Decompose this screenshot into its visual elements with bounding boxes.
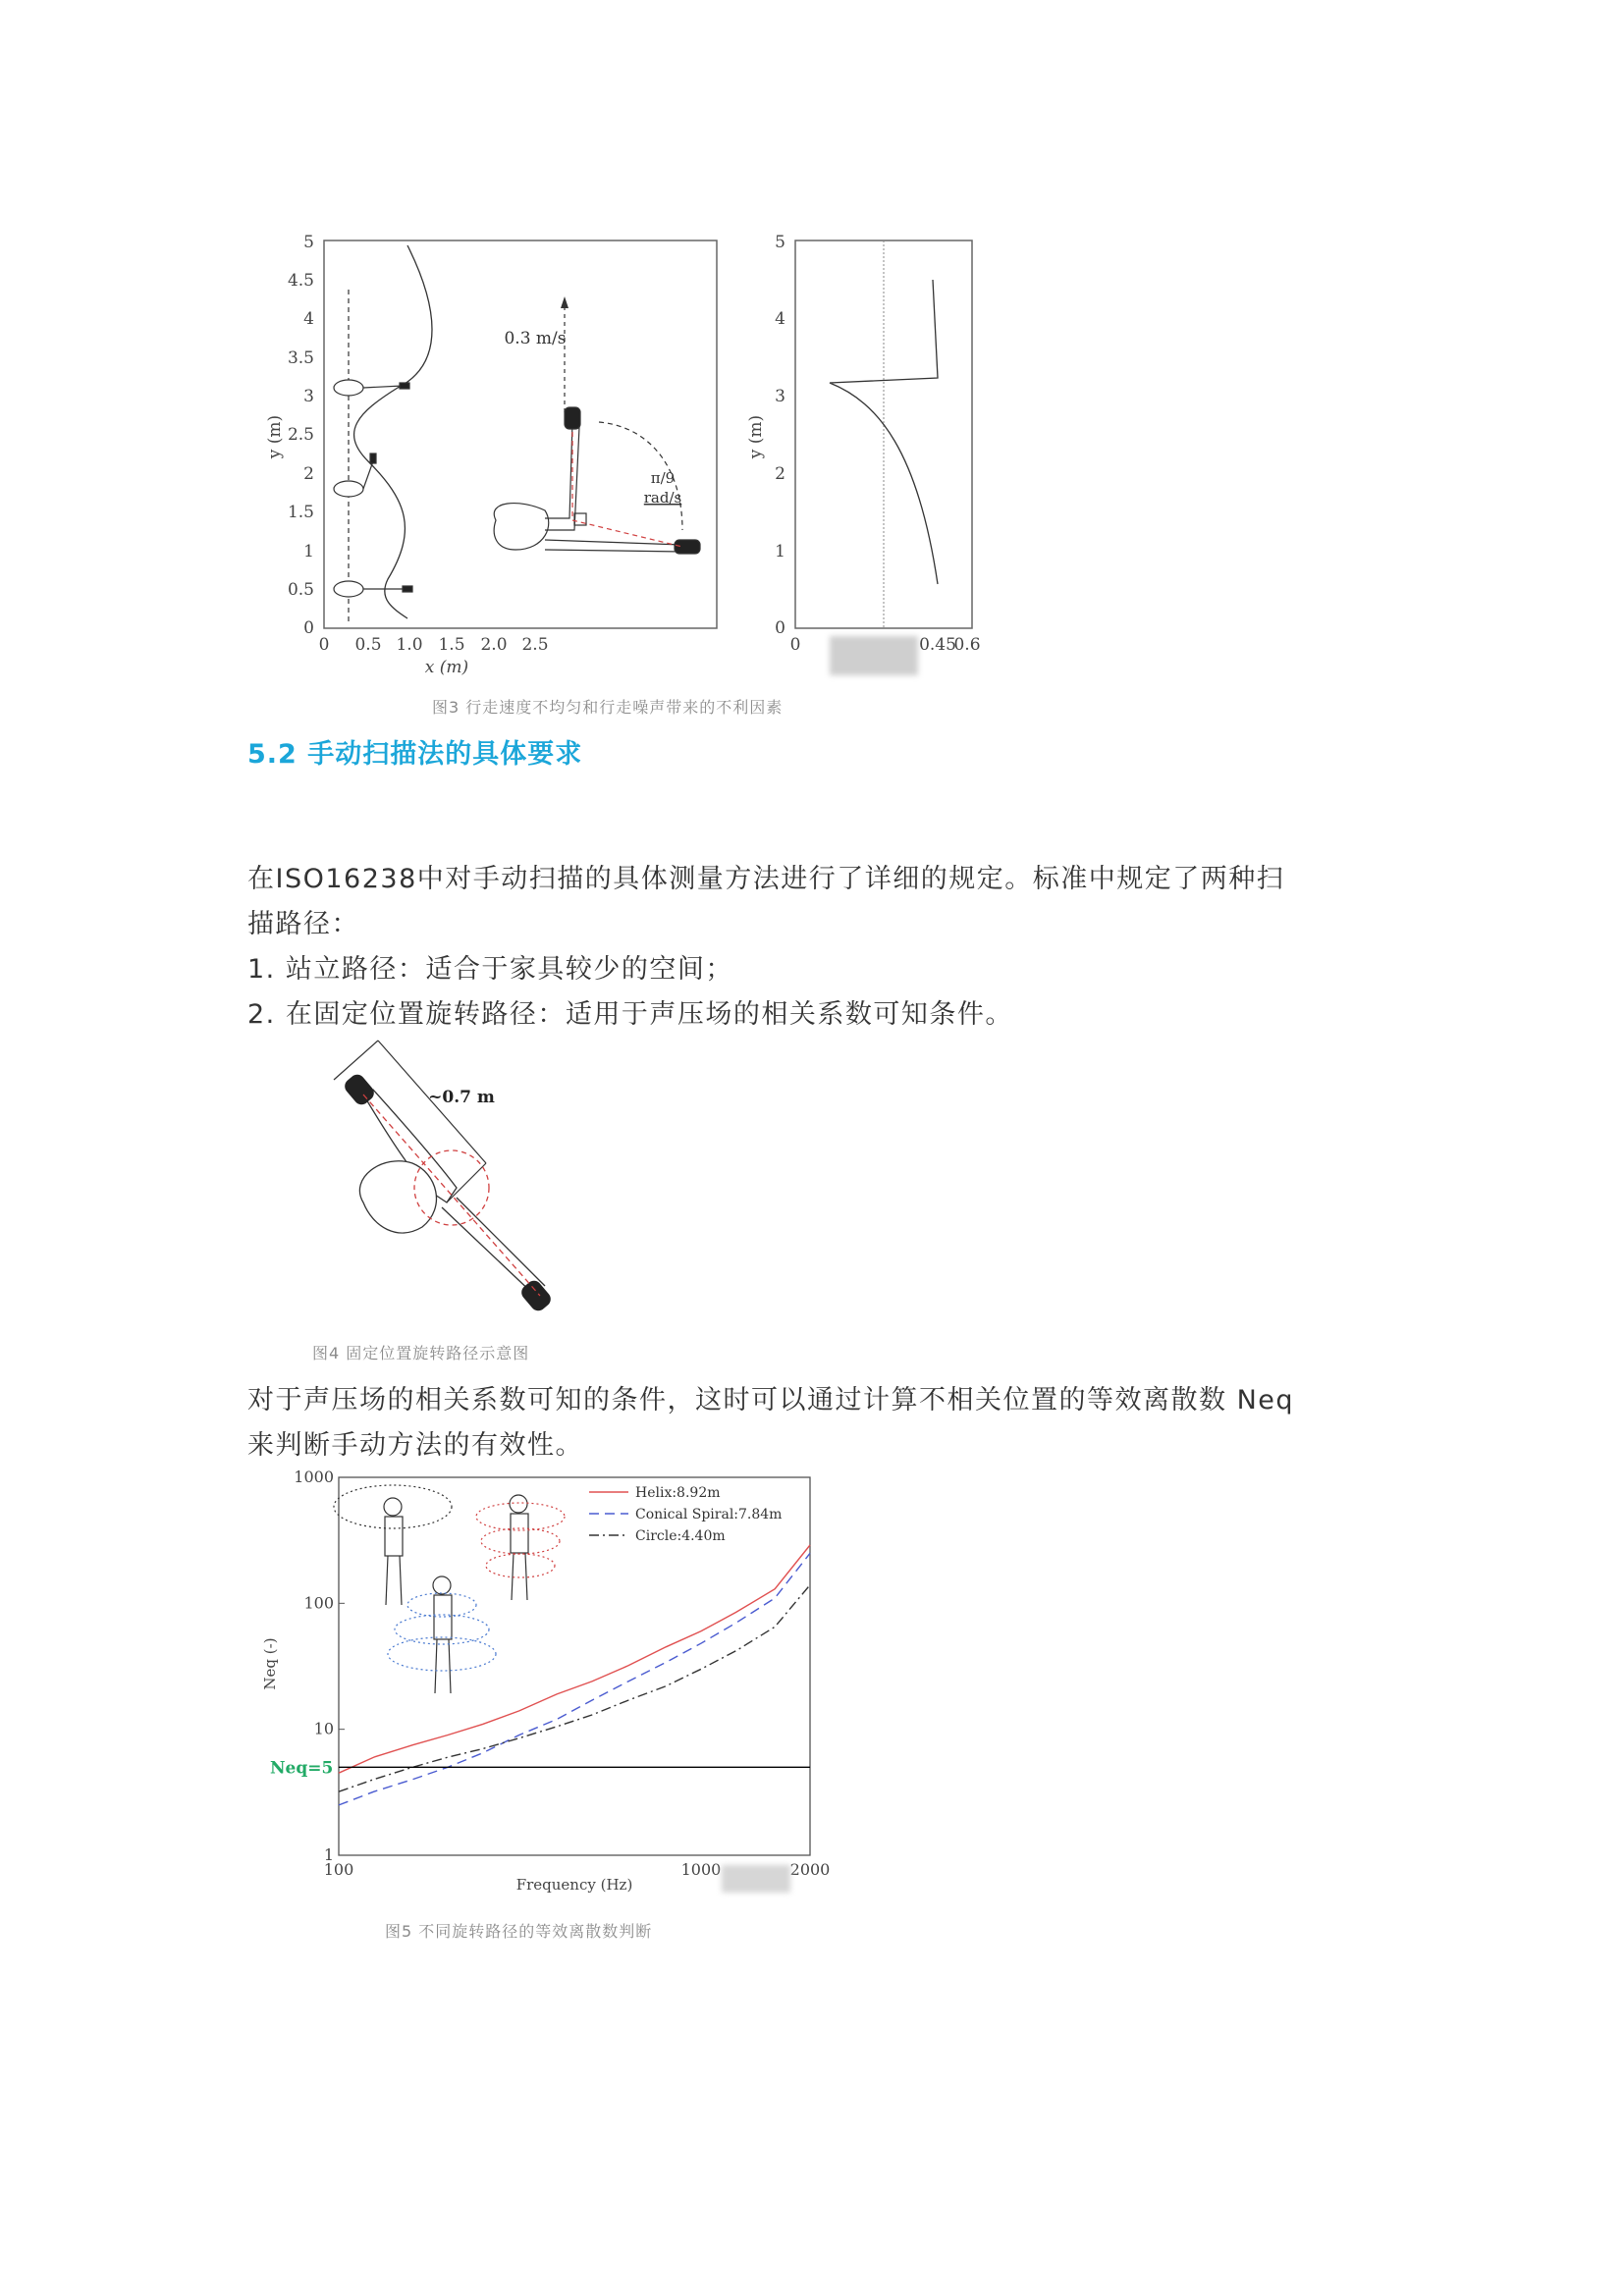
fig3-right-xtick: 0.6 xyxy=(953,635,981,655)
fig3-left-xlabel: x (m) xyxy=(424,658,469,677)
fig3-xtick: 0.5 xyxy=(354,635,382,655)
figure5-caption: 图5 不同旋转路径的等效离散数判断 xyxy=(385,1922,653,1941)
fig5-xtick: 2000 xyxy=(789,1860,831,1879)
fig3-walker-figures xyxy=(334,380,412,597)
fig3-right-ytick: 2 xyxy=(775,464,785,484)
fig5-neq-ref-label: Neq=5 xyxy=(270,1758,334,1779)
fig5-ylabel: Neq (-) xyxy=(261,1637,279,1690)
paragraph1-line1: 在ISO16238中对手动扫描的具体测量方法进行了详细的规定。标准中规定了两种扫 xyxy=(247,864,1285,894)
fig3-right-xtick: 0.45 xyxy=(919,635,956,655)
fig3-ytick: 1 xyxy=(303,542,314,561)
fig3-left-plot-frame xyxy=(324,240,717,628)
fig5-legend-label: Circle:4.40m xyxy=(635,1528,726,1544)
fig5-legend-label: Helix:8.92m xyxy=(635,1485,721,1501)
fig3-right-xtick: 0 xyxy=(789,635,801,655)
fig5-ytick: 1000 xyxy=(294,1468,334,1486)
fig3-rot-label-top: π/9 xyxy=(650,469,676,487)
fig3-rot-label-bottom: rad/s xyxy=(643,489,682,507)
fig3-left-yticks xyxy=(288,233,314,638)
figure4 xyxy=(314,1036,638,1330)
paragraph1 xyxy=(247,857,1377,1038)
fig5-xtick: 100 xyxy=(323,1860,354,1879)
fig5-legend-label: Conical Spiral:7.84m xyxy=(635,1507,783,1522)
figure4-caption: 图4 固定位置旋转路径示意图 xyxy=(312,1344,530,1362)
fig3-right-ytick: 0 xyxy=(775,618,785,638)
figure5 xyxy=(250,1468,839,1899)
paragraph2 xyxy=(247,1378,1377,1468)
figure3-caption: 图3 行走速度不均匀和行走噪声带来的不利因素 xyxy=(432,698,784,717)
fig3-ytick: 0.5 xyxy=(287,580,314,600)
fig5-xtick: 1000 xyxy=(680,1860,722,1879)
fig4-dim-line xyxy=(334,1041,378,1080)
list-item-rotation-path: 2. 在固定位置旋转路径：适用于声压场的相关系数可知条件。 xyxy=(247,999,1013,1030)
fig3-ytick: 0 xyxy=(303,618,314,638)
section-heading: 5.2 手动扫描法的具体要求 xyxy=(247,739,583,770)
fig3-right-ytick: 1 xyxy=(775,542,785,561)
fig5-ytick: 1 xyxy=(323,1845,334,1864)
fig3-ytick: 5 xyxy=(303,233,314,252)
fig3-ytick: 3 xyxy=(303,387,314,406)
paragraph2-line2: 来判断手动方法的有效性。 xyxy=(247,1430,583,1461)
fig3-speed-label: 0.3 m/s xyxy=(504,329,567,348)
fig5-ytick: 100 xyxy=(303,1593,334,1613)
fig3-right-ylabel: y (m) xyxy=(746,414,766,459)
fig5-xlabel: Frequency (Hz) xyxy=(515,1876,633,1894)
fig5-ytick: 10 xyxy=(313,1719,334,1738)
fig4-distance-label: ~0.7 m xyxy=(428,1088,495,1107)
fig3-right-ytick: 5 xyxy=(775,233,785,252)
fig3-right-ytick: 4 xyxy=(775,309,785,329)
fig3-right-ytick: 3 xyxy=(775,387,785,406)
paragraph1-line2: 描路径： xyxy=(247,909,359,939)
fig3-right-curve xyxy=(830,280,938,584)
watermark-blur xyxy=(722,1865,790,1893)
figure5-chart xyxy=(250,1468,839,1899)
fig5-plot-frame xyxy=(339,1477,810,1855)
fig3-ytick: 2 xyxy=(303,464,314,484)
fig4-person-figure xyxy=(359,1090,545,1296)
fig3-ytick: 3.5 xyxy=(287,348,314,368)
fig3-ytick: 2.5 xyxy=(287,425,314,445)
list-item-standing-path: 1. 站立路径：适合于家具较少的空间； xyxy=(247,954,733,985)
fig3-right-yticks xyxy=(775,233,785,638)
fig3-left-ylabel: y (m) xyxy=(265,414,285,459)
fig3-ytick: 1.5 xyxy=(287,503,314,522)
fig4-mic-bottom xyxy=(518,1277,554,1313)
fig3-xtick: 1.5 xyxy=(438,635,465,655)
fig3-xtick: 1.0 xyxy=(396,635,423,655)
paragraph2-line1: 对于声压场的相关系数可知的条件，这时可以通过计算不相关位置的等效离散数 Neq xyxy=(247,1385,1295,1415)
fig3-ytick: 4.5 xyxy=(287,271,314,291)
figure3 xyxy=(250,226,987,687)
fig3-ytick: 4 xyxy=(303,309,314,329)
fig3-left-xticks xyxy=(319,635,549,655)
fig3-xtick: 2.0 xyxy=(480,635,508,655)
fig3-xtick: 0 xyxy=(318,635,330,655)
watermark-blur xyxy=(830,636,918,675)
fig3-mic-trajectory xyxy=(354,245,432,618)
fig3-xtick: 2.5 xyxy=(521,635,549,655)
